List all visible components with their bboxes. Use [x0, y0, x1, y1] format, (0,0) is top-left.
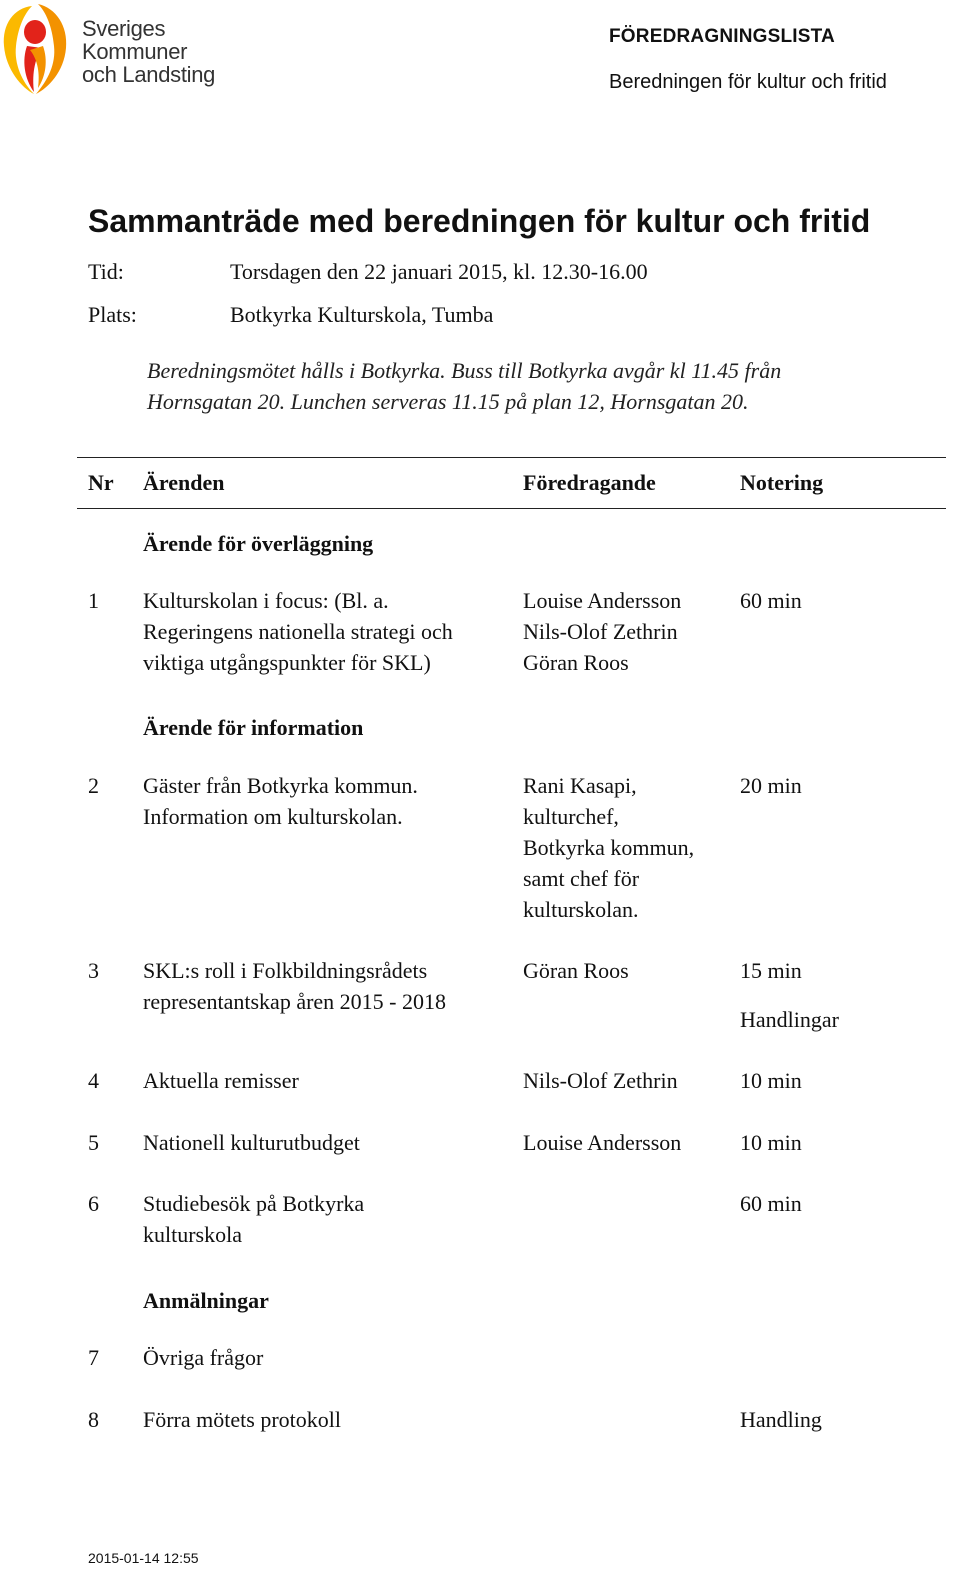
row-3-presenter: Göran Roos — [523, 958, 629, 983]
row-7-nr: 7 — [88, 1345, 99, 1370]
row-6-nr: 6 — [88, 1191, 99, 1216]
row-1-item-line2: Regeringens nationella strategi och — [143, 619, 453, 644]
time-value: Torsdagen den 22 januari 2015, kl. 12.30-16.00 — [230, 259, 648, 284]
table-top-rule — [77, 457, 946, 458]
column-header-presenter: Föredragande — [523, 470, 656, 495]
row-1-presenter-line2: Nils-Olof Zethrin — [523, 619, 678, 644]
place-value: Botkyrka Kulturskola, Tumba — [230, 302, 494, 327]
row-5-note: 10 min — [740, 1130, 802, 1155]
row-6-item-line1: Studiebesök på Botkyrka — [143, 1191, 365, 1216]
row-3-nr: 3 — [88, 958, 99, 983]
row-8-nr: 8 — [88, 1407, 99, 1432]
org-name-line1: Sveriges — [82, 16, 166, 41]
row-1-item-line1: Kulturskolan i focus: (Bl. a. — [143, 588, 389, 613]
row-4-nr: 4 — [88, 1068, 99, 1093]
row-1-nr: 1 — [88, 588, 99, 613]
row-2-presenter-line3: Botkyrka kommun, — [523, 835, 695, 860]
row-2-presenter-line2: kulturchef, — [523, 804, 619, 829]
row-2-presenter — [523, 770, 694, 925]
row-3-note: 15 min — [740, 958, 802, 983]
footer-timestamp: 2015-01-14 12:55 — [88, 1550, 199, 1566]
column-header-nr: Nr — [88, 470, 114, 495]
row-2-item-line2: Information om kulturskolan. — [143, 804, 403, 829]
row-5-nr: 5 — [88, 1130, 99, 1155]
row-5-item: Nationell kulturutbudget — [143, 1130, 360, 1155]
meeting-note-line2: Hornsgatan 20. Lunchen serveras 11.15 på plan 12, Hornsgatan 20. — [147, 389, 749, 414]
org-name-line3: och Landsting — [82, 62, 216, 87]
section-heading-deliberation: Ärende för överläggning — [143, 531, 374, 556]
row-6-note: 60 min — [740, 1191, 802, 1216]
row-7-item: Övriga frågor — [143, 1345, 264, 1370]
skl-logo — [0, 0, 230, 100]
row-2-item — [143, 770, 418, 832]
page-title: Sammanträde med beredningen för kultur och fritid — [88, 203, 871, 239]
row-1-item-line3: viktiga utgångspunkter för SKL) — [143, 650, 431, 675]
row-6-item — [143, 1188, 364, 1250]
row-2-note: 20 min — [740, 773, 802, 798]
meeting-note-line1: Beredningsmötet hålls i Botkyrka. Buss till Botkyrka avgår kl 11.45 från — [147, 358, 782, 383]
document-type: FÖREDRAGNINGSLISTA — [609, 26, 835, 47]
row-4-note: 10 min — [740, 1068, 802, 1093]
row-2-item-line1: Gäster från Botkyrka kommun. — [143, 773, 418, 798]
row-3-item-line1: SKL:s roll i Folkbildningsrådets — [143, 958, 428, 983]
place-label: Plats: — [88, 302, 137, 327]
row-4-presenter: Nils-Olof Zethrin — [523, 1068, 678, 1093]
row-4-item: Aktuella remisser — [143, 1068, 299, 1093]
section-heading-information: Ärende för information — [143, 715, 364, 740]
row-5-presenter: Louise Andersson — [523, 1130, 682, 1155]
section-heading-notifications: Anmälningar — [143, 1288, 269, 1313]
table-header-rule — [77, 508, 946, 509]
org-name-line2: Kommuner — [82, 39, 188, 64]
row-3-item-line2: representantskap åren 2015 - 2018 — [143, 989, 447, 1014]
row-2-presenter-line1: Rani Kasapi, — [523, 773, 637, 798]
row-8-item: Förra mötets protokoll — [143, 1407, 341, 1432]
column-header-item: Ärenden — [143, 470, 225, 495]
row-1-presenter-line1: Louise Andersson — [523, 588, 682, 613]
row-1-item — [143, 585, 453, 678]
row-1-presenter-line3: Göran Roos — [523, 650, 629, 675]
row-2-presenter-line5: kulturskolan. — [523, 897, 639, 922]
row-8-note: Handling — [740, 1407, 822, 1432]
column-header-note: Notering — [740, 470, 824, 495]
row-1-presenter — [523, 585, 681, 678]
row-6-item-line2: kulturskola — [143, 1222, 242, 1247]
time-label: Tid: — [88, 259, 124, 284]
meeting-note — [147, 355, 781, 417]
row-3-item — [143, 955, 446, 1017]
committee-name: Beredningen för kultur och fritid — [609, 71, 887, 93]
row-1-note: 60 min — [740, 588, 802, 613]
row-3-note-documents: Handlingar — [740, 1007, 839, 1032]
skl-emblem-icon — [0, 2, 70, 96]
row-2-nr: 2 — [88, 773, 99, 798]
row-2-presenter-line4: samt chef för — [523, 866, 640, 891]
